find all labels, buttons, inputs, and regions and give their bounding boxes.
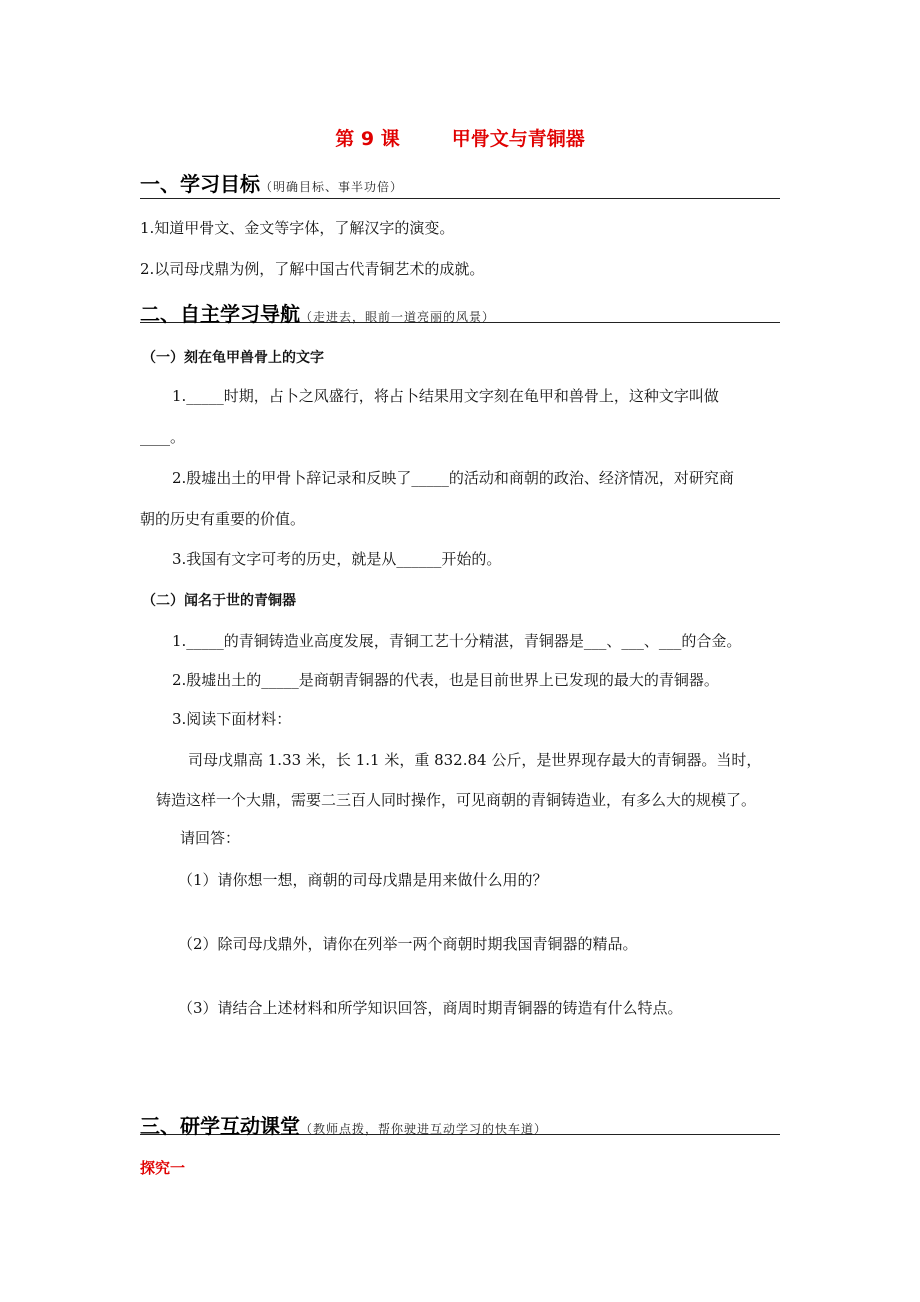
sub-question: （3）请结合上述材料和所学知识回答，商周时期青铜器的铸造有什么特点。: [178, 999, 683, 1017]
lesson-number: 第 9 课: [335, 128, 400, 150]
section-note: （教师点拨，帮你驶进互动学习的快车道）: [300, 1122, 548, 1136]
question-text: ____。: [140, 428, 186, 446]
question-text: 3.阅读下面材料：: [172, 710, 292, 728]
section-note: （走进去，眼前一道亮丽的风景）: [300, 310, 496, 324]
section-title: 二、自主学习导航: [140, 302, 300, 326]
question-text: 1._____的青铜铸造业高度发展，青铜工艺十分精湛，青铜器是___、___、___的合金。: [172, 632, 742, 650]
reading-material: 铸造这样一个大鼎，需要二三百人同时操作，可见商朝的青铜铸造业，有多么大的规模了。: [156, 791, 757, 809]
lesson-name: 甲骨文与青铜器: [451, 128, 585, 150]
reading-material: 司母戊鼎高 1.33 米，长 1.1 米，重 832.84 公斤，是世界现存最大的青铜器。当时，: [188, 751, 762, 769]
section-heading-objectives: [140, 168, 780, 199]
question-text: 1._____时期，占卜之风盛行，将占卜结果用文字刻在龟甲和兽骨上，这种文字叫做: [172, 387, 719, 405]
objective-item: 2.以司母戊鼎为例，了解中国古代青铜艺术的成就。: [140, 260, 485, 278]
section-heading-interactive: [140, 1110, 780, 1138]
question-text: 3.我国有文字可考的历史，就是从______开始的。: [172, 550, 502, 568]
question-text: 2.殷墟出土的甲骨卜辞记录和反映了_____的活动和商朝的政治、经济情况，对研究商: [172, 469, 734, 487]
answer-prompt: 请回答：: [180, 829, 241, 847]
section-title: 一、学习目标: [140, 172, 260, 196]
explore-label: 探究一: [140, 1159, 186, 1177]
subsection-title: （二）闻名于世的青铜器: [142, 593, 296, 609]
objective-item: 1.知道甲骨文、金文等字体，了解汉字的演变。: [140, 219, 455, 237]
sub-question: （2）除司母戊鼎外，请你在列举一两个商朝时期我国青铜器的精品。: [178, 935, 638, 953]
section-heading-self-study: [140, 298, 780, 326]
question-text: 2.殷墟出土的_____是商朝青铜器的代表，也是目前世界上已发现的最大的青铜器。: [172, 671, 719, 689]
section-title: 三、研学互动课堂: [140, 1114, 300, 1138]
question-text: 朝的历史有重要的价值。: [140, 510, 306, 528]
section-note: （明确目标、事半功倍）: [260, 180, 404, 194]
lesson-title: [0, 124, 920, 151]
subsection-title: （一）刻在龟甲兽骨上的文字: [142, 350, 324, 366]
sub-question: （1）请你想一想，商朝的司母戊鼎是用来做什么用的？: [178, 871, 548, 889]
